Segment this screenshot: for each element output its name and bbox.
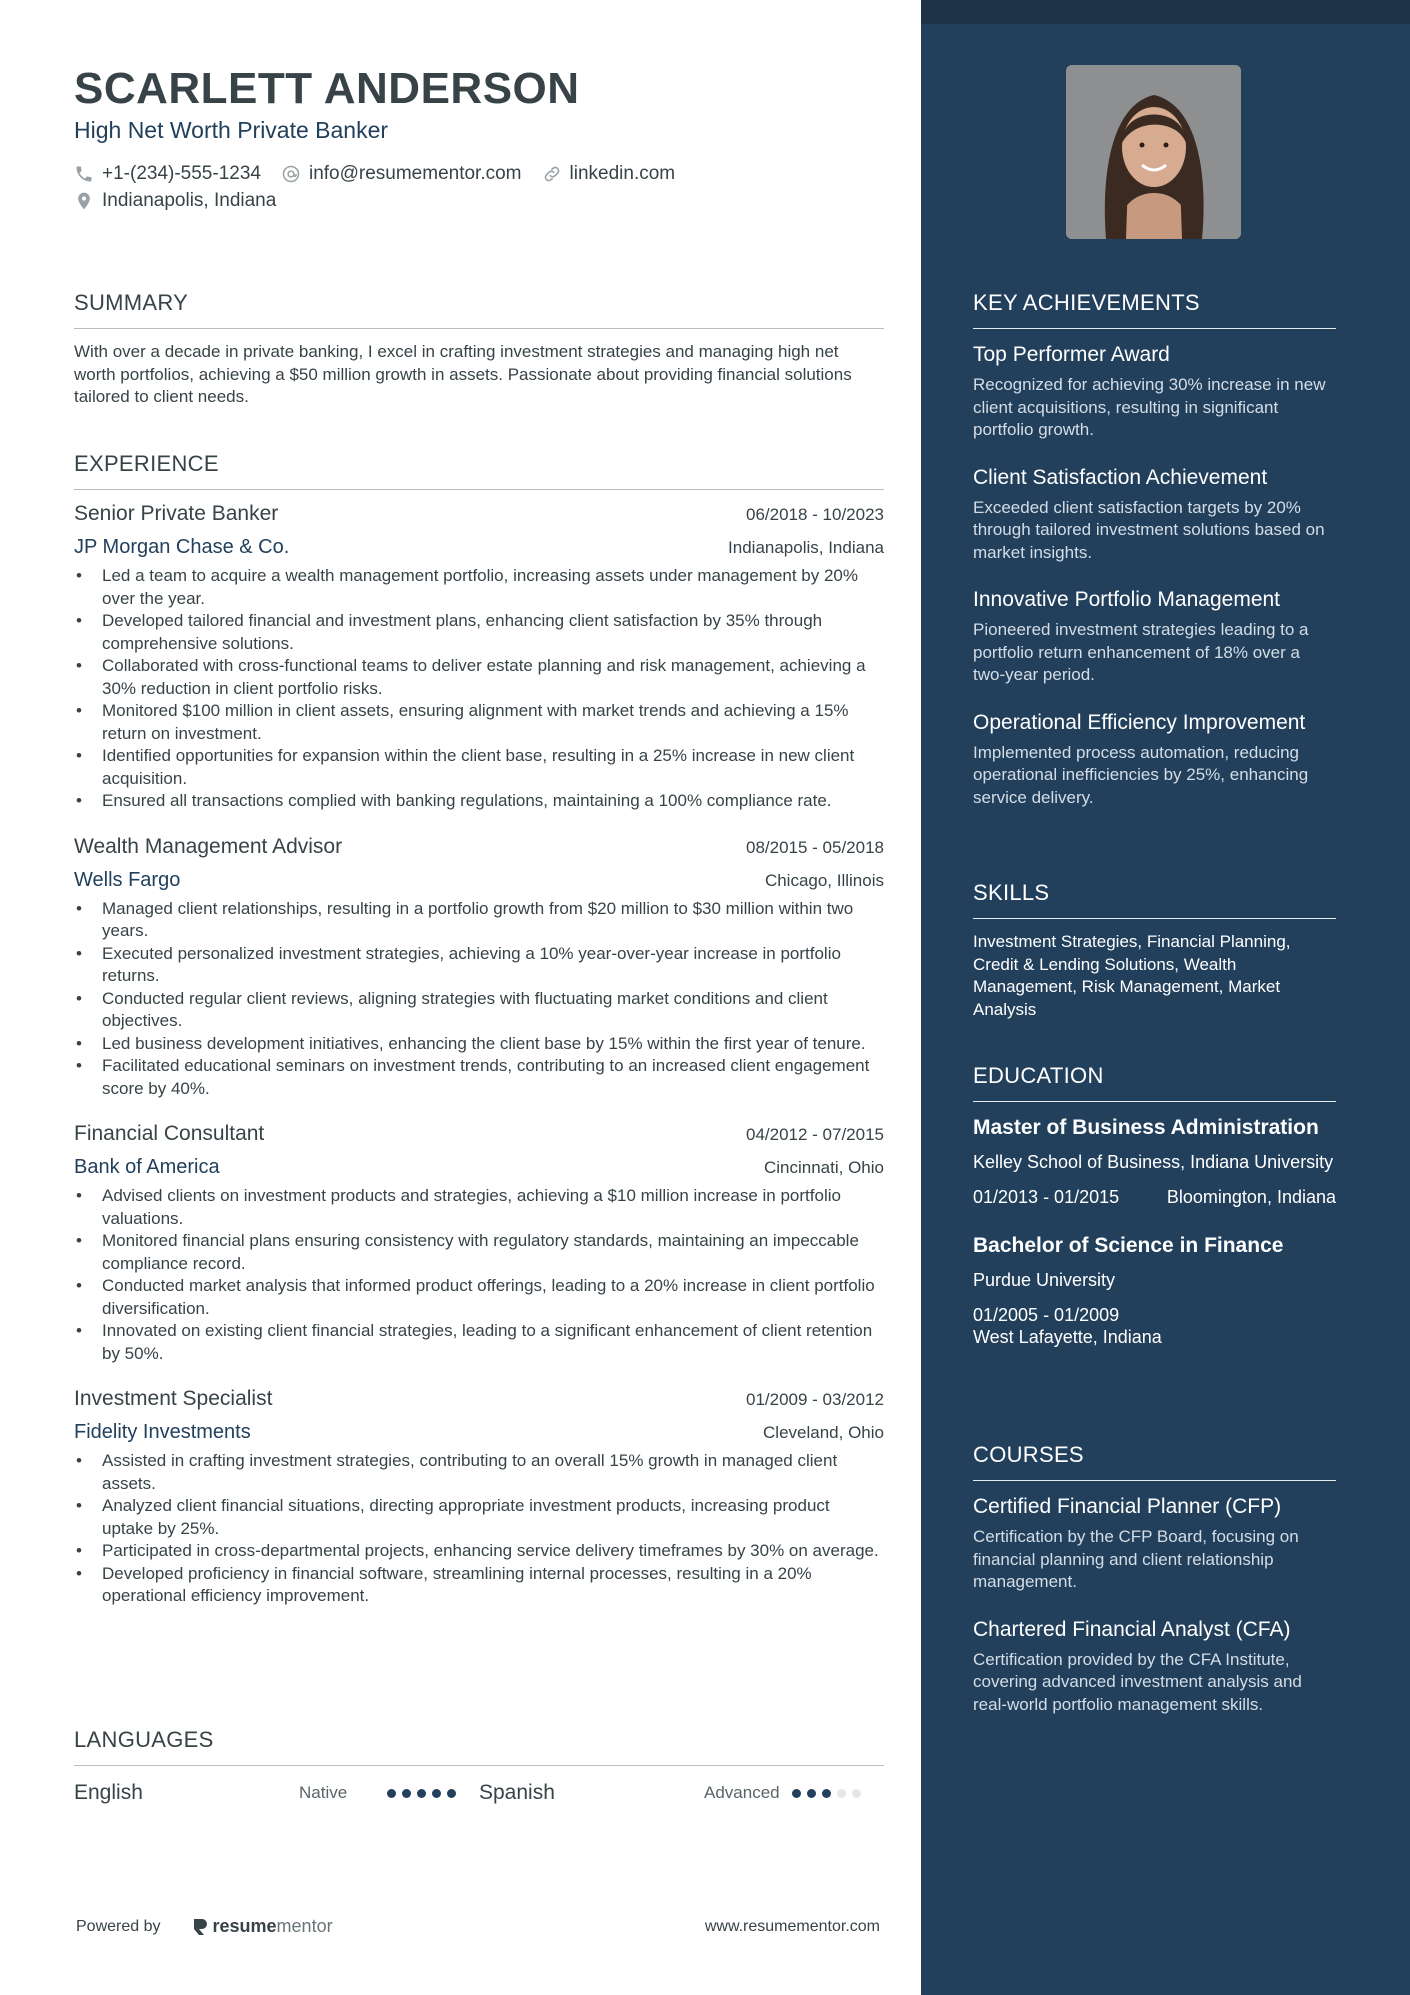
job-company: JP Morgan Chase & Co. (74, 536, 290, 558)
rating-dot (852, 1789, 861, 1798)
achievement-item (973, 586, 1336, 687)
job-bullet: • Identified opportunities for expansion within the client base, resulting in a 25% increase in new client acquisition. (74, 745, 884, 790)
language-rating (792, 1789, 867, 1798)
location-contact (74, 190, 276, 212)
sidebar (921, 0, 1410, 1995)
brand-logo[interactable] (191, 1916, 333, 1937)
achievements-list (973, 341, 1336, 809)
footer (76, 1916, 880, 1937)
skills-title: SKILLS (973, 880, 1336, 919)
job-header (74, 835, 884, 859)
course-description: Certification provided by the CFA Institute, covering advanced investment analysis and real-world portfolio management skills. (973, 1649, 1302, 1714)
achievements-title: KEY ACHIEVEMENTS (973, 290, 1336, 329)
linkedin-text: linkedin.com (569, 162, 676, 184)
candidate-name: SCARLETT ANDERSON (74, 64, 580, 113)
rating-dot (807, 1789, 816, 1798)
job-bullet: • Developed proficiency in financial software, streamlining internal processes, resulting in a 20% operational efficiency improvement. (74, 1563, 884, 1608)
experience-list (74, 502, 884, 1608)
courses-list (973, 1493, 1336, 1716)
achievement-description: Pioneered investment strategies leading to a portfolio return enhancement of 18% over a two-year period. (973, 620, 1309, 684)
email-text: info@resumementor.com (308, 162, 522, 184)
job-bullet: • Led a team to acquire a wealth management portfolio, increasing assets under management by 20% over the year. (74, 565, 884, 610)
job-title: Investment Specialist (74, 1387, 273, 1410)
summary-section (74, 290, 884, 409)
job-location: Cleveland, Ohio (763, 1423, 884, 1442)
rating-dot (432, 1789, 441, 1798)
phone-contact[interactable] (74, 163, 261, 185)
job-entry (74, 502, 884, 813)
job-location: Chicago, Illinois (764, 870, 884, 890)
job-dates: 01/2009 - 03/2012 (745, 1390, 884, 1409)
job-bullet: • Assisted in crafting investment strategies, contributing to an overall 15% growth in managed client assets. (74, 1450, 884, 1495)
job-bullets (74, 1185, 884, 1365)
education-degree: Master of Business Administration (973, 1116, 1319, 1139)
achievement-description: Recognized for achieving 30% increase in new client acquisitions, resulting in significant portfolio growth. (973, 375, 1326, 439)
education-degree: Bachelor of Science in Finance (973, 1234, 1284, 1257)
powered-by (76, 1916, 333, 1937)
job-subheader (74, 1421, 884, 1444)
phone-text: +1-(234)-555-1234 (102, 162, 261, 184)
job-location: Cincinnati, Ohio (763, 1158, 884, 1177)
job-subheader (74, 1156, 884, 1179)
candidate-role: High Net Worth Private Banker (74, 117, 389, 143)
job-company: Fidelity Investments (74, 1421, 251, 1443)
rating-dot (837, 1789, 846, 1798)
job-title: Senior Private Banker (74, 502, 279, 525)
location-pin-icon (74, 191, 94, 211)
brand-thin: mentor (276, 1916, 333, 1936)
education-section (973, 1063, 1336, 1349)
job-dates: 04/2012 - 07/2015 (745, 1125, 884, 1144)
job-header (74, 1387, 884, 1411)
achievement-title: Operational Efficiency Improvement (973, 710, 1306, 734)
job-entry (74, 1387, 884, 1608)
course-title: Certified Financial Planner (CFP) (973, 1495, 1282, 1518)
job-bullet: • Participated in cross-departmental projects, enhancing service delivery timeframes by 30% on average. (74, 1540, 884, 1563)
course-title: Chartered Financial Analyst (CFA) (973, 1617, 1291, 1641)
education-title: EDUCATION (973, 1063, 1336, 1102)
job-dates: 08/2015 - 05/2018 (745, 837, 884, 857)
language-rating (387, 1789, 462, 1798)
brand-bold: resume (212, 1916, 277, 1936)
summary-text: With over a decade in private banking, I excel in crafting investment strategies and managing high net worth portfolios, achieving a $50 million growth in assets. Passionate about providing financial solutions tailored to client needs. (74, 342, 852, 406)
experience-section (74, 451, 884, 1608)
email-contact[interactable] (281, 163, 522, 185)
job-header (74, 1122, 884, 1146)
skills-section (973, 880, 1336, 1021)
language-item (74, 1781, 479, 1805)
education-location: West Lafayette, Indiana (973, 1327, 1162, 1347)
portrait-image (1066, 65, 1241, 239)
achievements-section (973, 290, 1336, 809)
location-text: Indianapolis, Indiana (102, 189, 277, 211)
education-meta (973, 1304, 1336, 1349)
education-school: Kelley School of Business, Indiana University (973, 1152, 1334, 1172)
rating-dot (417, 1789, 426, 1798)
job-bullet: • Conducted regular client reviews, aligning strategies with fluctuating market conditions and client objectives. (74, 988, 884, 1033)
job-company: Wells Fargo (74, 868, 181, 891)
summary-title: SUMMARY (74, 290, 884, 329)
job-location: Indianapolis, Indiana (728, 538, 884, 557)
course-description: Certification by the CFP Board, focusing on financial planning and client relationship management. (973, 1527, 1299, 1591)
experience-title: EXPERIENCE (74, 451, 884, 490)
achievement-item (973, 709, 1336, 810)
job-subheader (74, 536, 884, 559)
job-entry (74, 835, 884, 1101)
courses-title: COURSES (973, 1442, 1336, 1481)
powered-by-label: Powered by (76, 1917, 161, 1935)
job-company: Bank of America (74, 1156, 220, 1178)
footer-url[interactable]: www.resumementor.com (704, 1917, 880, 1935)
job-bullet: • Collaborated with cross-functional teams to deliver estate planning and risk management, achieving a 30% reduction in client portfolio risks. (74, 655, 884, 700)
achievement-item (973, 464, 1336, 565)
linkedin-contact[interactable] (542, 163, 676, 185)
language-name: English (74, 1781, 143, 1804)
language-item (479, 1781, 884, 1805)
job-entry (74, 1122, 884, 1365)
job-bullet: • Analyzed client financial situations, directing appropriate investment products, increasing product uptake by 25%. (74, 1495, 884, 1540)
achievement-title: Innovative Portfolio Management (973, 588, 1281, 611)
courses-section (973, 1442, 1336, 1716)
phone-icon (74, 164, 94, 184)
language-level: Advanced (704, 1783, 780, 1802)
achievement-title: Top Performer Award (973, 343, 1170, 366)
education-dates: 01/2005 - 01/2009 (973, 1304, 1120, 1325)
languages-list (74, 1778, 884, 1808)
job-bullet: • Facilitated educational seminars on investment trends, contributing to an increased client engagement score by 40%. (74, 1055, 884, 1100)
achievement-title: Client Satisfaction Achievement (973, 465, 1268, 489)
job-dates: 06/2018 - 10/2023 (745, 505, 884, 524)
education-school: Purdue University (973, 1270, 1116, 1290)
course-item (973, 1616, 1336, 1717)
sidebar-top-band (921, 0, 1410, 24)
education-meta (973, 1186, 1336, 1209)
job-bullets (74, 1450, 884, 1608)
achievement-description: Exceeded client satisfaction targets by 20% through tailored investment solutions based on market insights. (973, 497, 1325, 562)
job-bullet: • Developed tailored financial and investment plans, enhancing client satisfaction by 35% through comprehensive solutions. (74, 610, 884, 655)
at-icon (281, 164, 301, 184)
job-bullet: • Executed personalized investment strategies, achieving a 10% year-over-year increase in portfolio returns. (74, 943, 884, 988)
job-bullet: • Ensured all transactions complied with banking regulations, maintaining a 100% compliance rate. (74, 790, 884, 813)
job-header (74, 502, 884, 526)
languages-section (74, 1727, 884, 1808)
job-title: Financial Consultant (74, 1122, 265, 1145)
job-bullet: • Innovated on existing client financial strategies, leading to a significant enhancement of client retention by 50%. (74, 1320, 884, 1365)
rating-dot (822, 1789, 831, 1798)
link-icon (542, 164, 562, 184)
profile-photo (1066, 65, 1241, 239)
language-level: Native (299, 1783, 348, 1802)
job-bullet: • Led business development initiatives, enhancing the client base by 15% within the first year of tenure. (74, 1033, 884, 1056)
brand-mark-icon (191, 1917, 209, 1937)
education-item (973, 1232, 1336, 1349)
job-title: Wealth Management Advisor (74, 834, 343, 858)
course-item (973, 1493, 1336, 1594)
job-bullet: • Managed client relationships, resulting in a portfolio growth from $20 million to $30 million within two years. (74, 898, 884, 943)
education-dates: 01/2013 - 01/2015 (973, 1186, 1120, 1207)
rating-dot (447, 1789, 456, 1798)
job-bullet: • Monitored $100 million in client assets, ensuring alignment with market trends and achieving a 15% return on investment. (74, 700, 884, 745)
education-list (973, 1114, 1336, 1349)
job-bullets (74, 565, 884, 813)
rating-dot (402, 1789, 411, 1798)
education-location: Bloomington, Indiana (1166, 1186, 1336, 1207)
skills-text: Investment Strategies, Financial Planning, Credit & Lending Solutions, Wealth Management, Risk Management, Market Analysis (973, 932, 1291, 1019)
job-subheader (74, 869, 884, 892)
achievement-item (973, 341, 1336, 442)
contact-info (74, 160, 894, 214)
job-bullet: • Advised clients on investment products and strategies, achieving a $10 million increase in portfolio valuations. (74, 1185, 884, 1230)
languages-title: LANGUAGES (74, 1727, 884, 1766)
job-bullets (74, 898, 884, 1101)
job-bullet: • Conducted market analysis that informed product offerings, leading to a 20% increase in client portfolio diversification. (74, 1275, 884, 1320)
achievement-description: Implemented process automation, reducing operational inefficiencies by 25%, enhancing service delivery. (973, 742, 1309, 807)
rating-dot (792, 1789, 801, 1798)
job-bullet: • Monitored financial plans ensuring consistency with regulatory standards, maintaining an impeccable compliance record. (74, 1230, 884, 1275)
rating-dot (387, 1789, 396, 1798)
language-name: Spanish (479, 1781, 555, 1804)
education-item (973, 1114, 1336, 1208)
